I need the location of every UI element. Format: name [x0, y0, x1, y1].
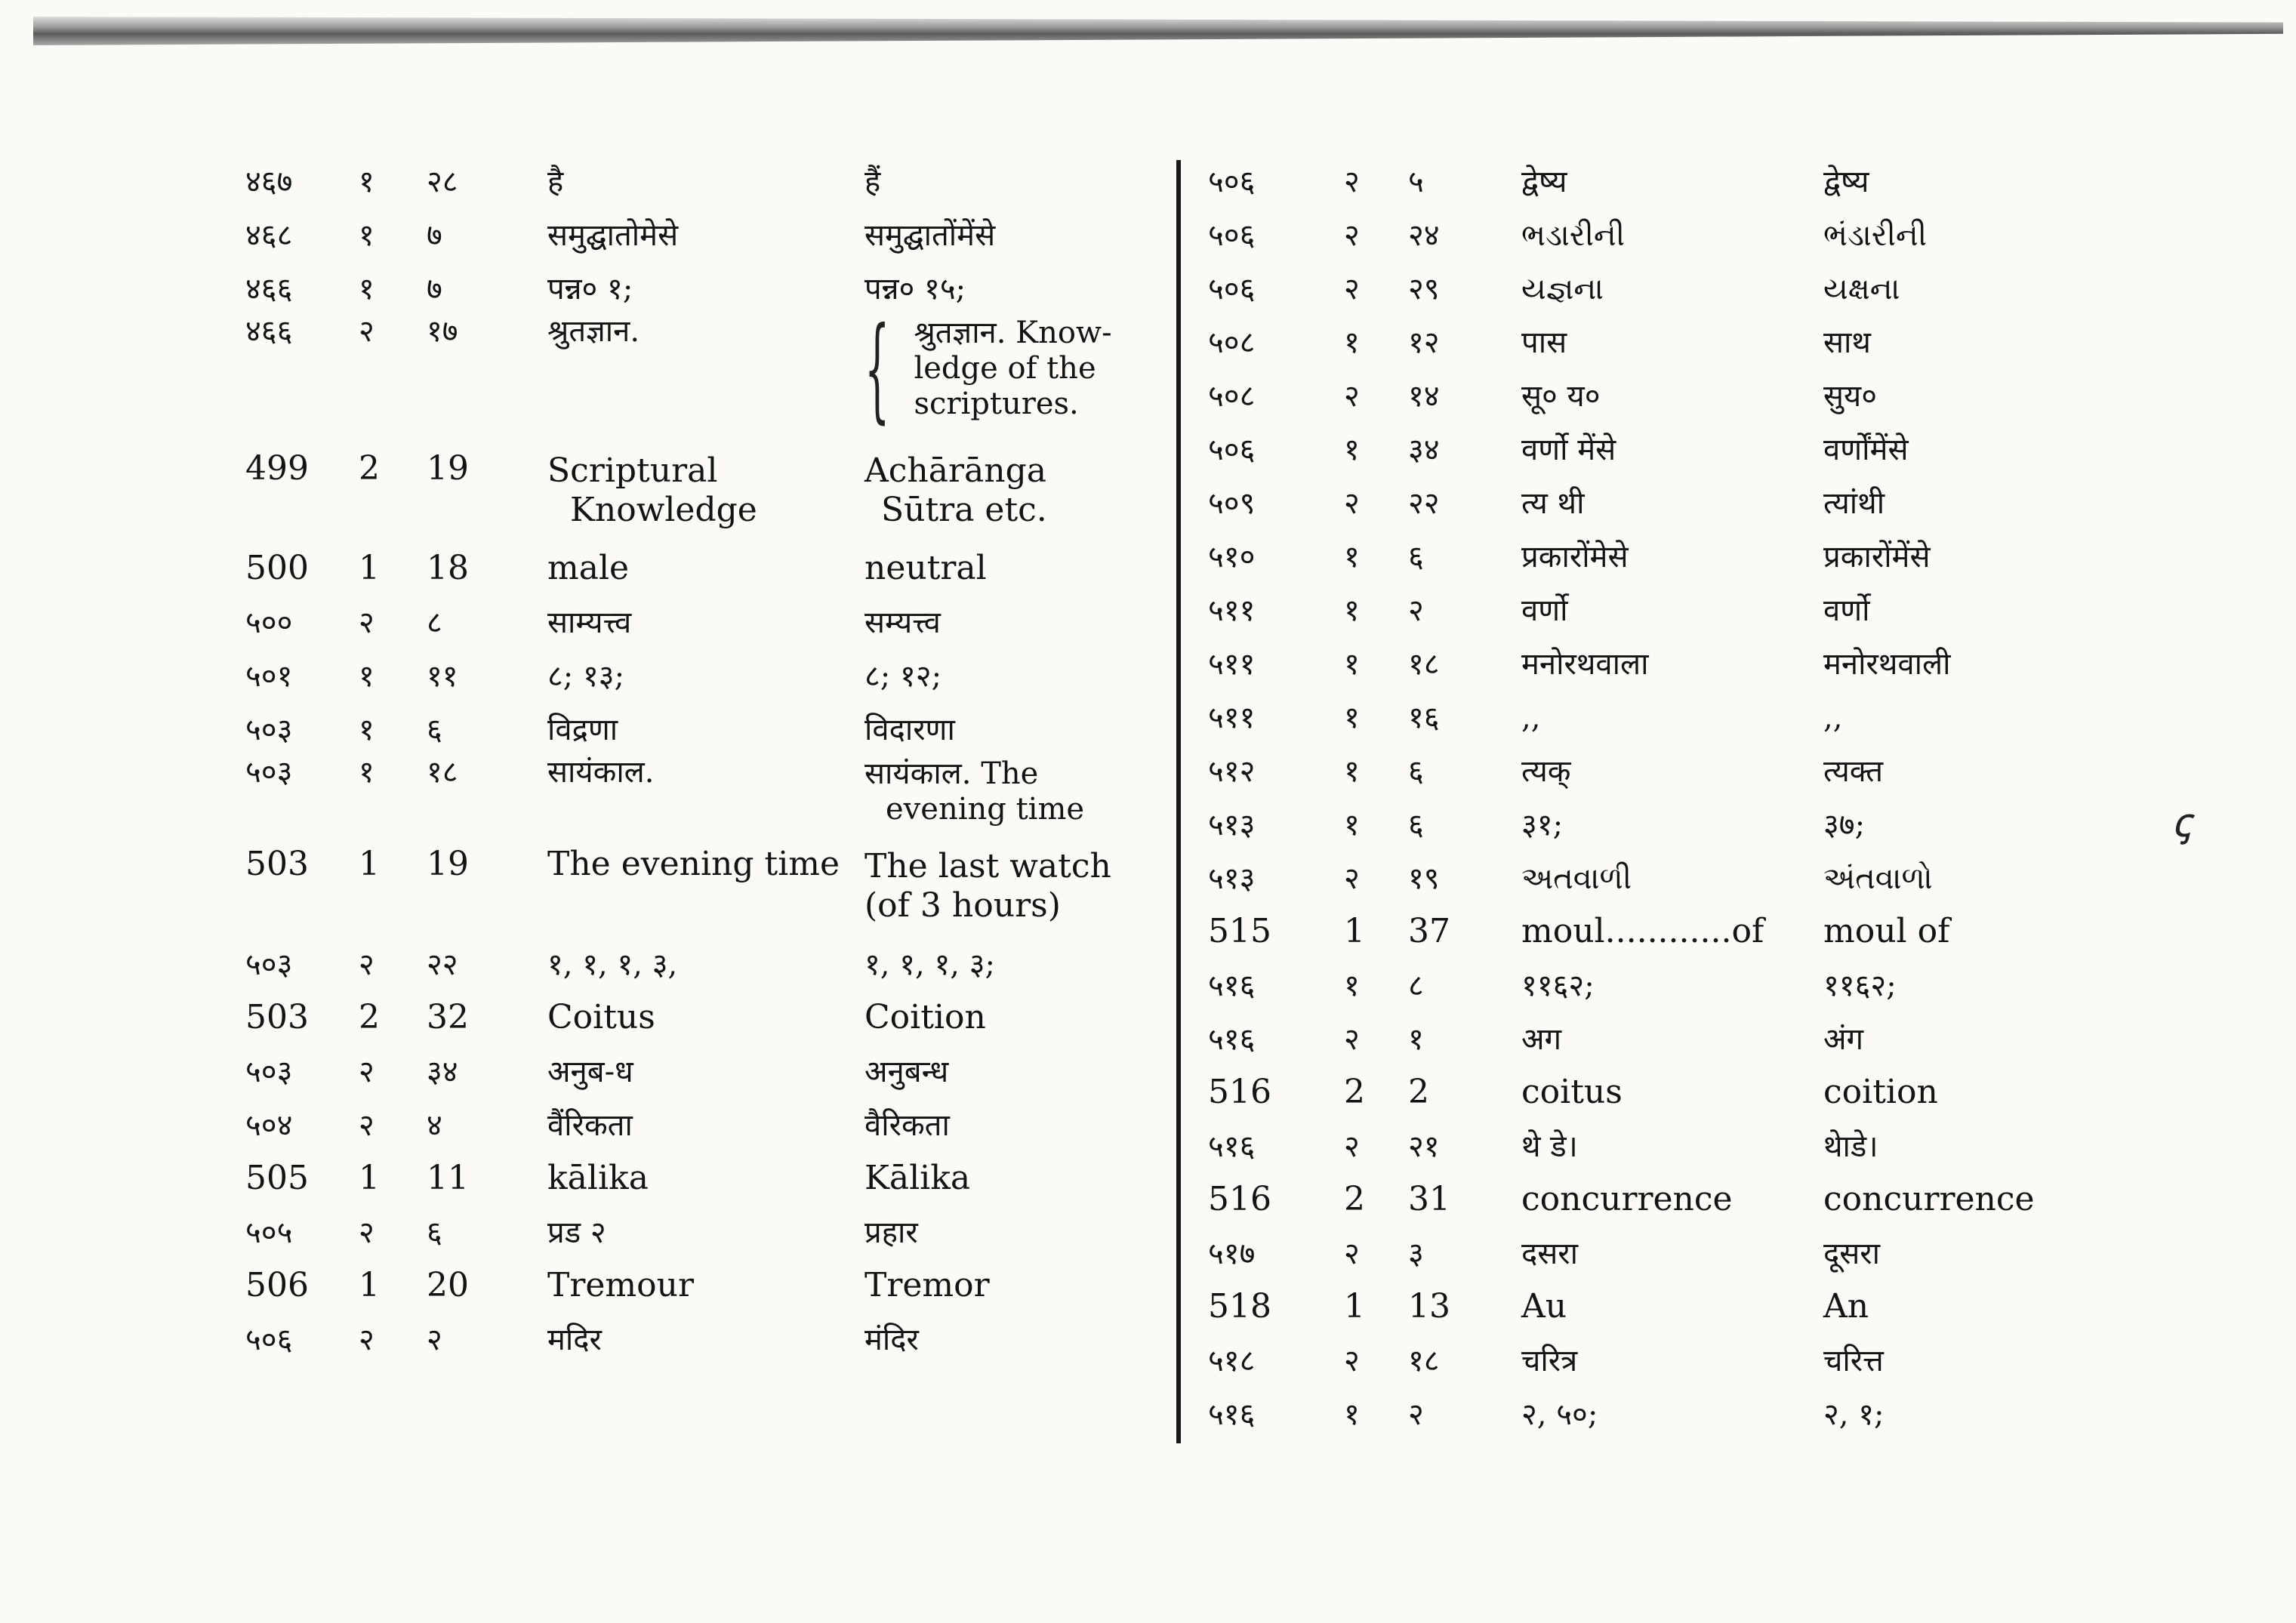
page-cell: 503	[245, 998, 309, 1037]
line-cell: 32	[427, 998, 469, 1037]
page-cell: 505	[245, 1159, 309, 1198]
correction-cell: अंग	[1823, 1021, 1864, 1057]
error-cell: १, १, १, ३,	[547, 947, 678, 982]
column-cell: 2	[1344, 1073, 1365, 1112]
errata-table-right	[1208, 155, 2073, 1441]
correction-line: ledge of the	[914, 351, 1096, 387]
column-cell: १	[1344, 700, 1360, 735]
errata-row	[245, 649, 1182, 703]
error-cell: पन्न० १;	[547, 271, 633, 306]
line-cell: ७	[427, 271, 442, 306]
errata-row	[245, 262, 1182, 316]
line-cell: ३४	[1408, 432, 1440, 467]
column-cell: १	[359, 712, 374, 747]
correction-line: Sūtra etc.	[881, 490, 1047, 529]
column-cell: १	[359, 217, 374, 253]
page-cell: 516	[1208, 1073, 1271, 1112]
error-cell: kālika	[547, 1159, 649, 1198]
line-cell: १८	[427, 755, 458, 790]
brace-mark: {	[864, 303, 890, 435]
errata-row	[1208, 905, 2073, 959]
page-cell: ५०९	[1208, 485, 1256, 521]
errata-left-body	[245, 155, 1182, 1366]
errata-row	[1208, 584, 2073, 637]
page-cell: ५११	[1208, 593, 1256, 628]
line-cell: ६	[1408, 539, 1424, 574]
page-cell: ५०६	[1208, 271, 1256, 306]
correction-cell: Tremor	[864, 1266, 990, 1305]
page-cell: 506	[245, 1266, 309, 1305]
error-cell: है	[547, 164, 564, 199]
column-cell: १	[359, 164, 374, 199]
page-cell: ५०६	[1208, 164, 1256, 199]
error-cell: विद्रणा	[547, 712, 618, 747]
line-cell: २२	[427, 947, 458, 982]
line-cell: 37	[1408, 912, 1450, 951]
error-cell: ८; १३;	[547, 658, 625, 694]
error-cell: moul............of	[1521, 912, 1764, 951]
errata-row	[245, 703, 1182, 756]
errata-row	[1208, 852, 2073, 905]
page-cell: ५०३	[245, 712, 293, 747]
column-cell: १	[359, 271, 374, 306]
line-cell: 11	[427, 1159, 469, 1198]
page-cell: ५११	[1208, 700, 1256, 735]
line-cell: १७	[427, 314, 458, 349]
errata-row	[245, 542, 1182, 596]
correction-cell: ८; १२;	[864, 658, 942, 694]
page-cell: 515	[1208, 912, 1271, 951]
error-cell: पास	[1521, 325, 1567, 360]
correction-cell: दूसरा	[1823, 1236, 1880, 1271]
errata-row	[1208, 1387, 2073, 1441]
error-cell: concurrence	[1521, 1180, 1733, 1219]
error-cell: male	[547, 549, 630, 588]
column-cell: १	[1344, 753, 1360, 789]
errata-row	[1208, 530, 2073, 584]
line-cell: १८	[1408, 646, 1440, 682]
line-cell: २८	[427, 164, 458, 199]
errata-row	[245, 938, 1182, 991]
correction-cell: साथ	[1823, 325, 1871, 360]
line-cell: २९	[1408, 271, 1440, 306]
page-cell: 516	[1208, 1180, 1271, 1219]
errata-row	[245, 756, 1182, 847]
errata-row	[245, 596, 1182, 649]
error-cell: प्रकारोंमेसे	[1521, 539, 1629, 574]
errata-row	[245, 991, 1182, 1045]
errata-row	[245, 847, 1182, 938]
page-cell: ५०५	[245, 1215, 293, 1250]
error-cell: समुद्घातोमेसे	[547, 217, 679, 253]
column-cell: १	[1344, 432, 1360, 467]
correction-cell: Kālika	[864, 1159, 971, 1198]
page-cell: ५०६	[1208, 217, 1256, 253]
correction-cell: અંતવાળો	[1823, 861, 1933, 896]
column-cell: २	[359, 1054, 374, 1089]
correction-cell: हैं	[864, 164, 881, 199]
column-cell: २	[1344, 378, 1360, 414]
column-cell: 1	[359, 549, 380, 588]
errata-row	[245, 155, 1182, 208]
errata-row	[1208, 423, 2073, 476]
errata-row	[1208, 1012, 2073, 1066]
line-cell: २२	[1408, 485, 1440, 521]
correction-line: evening time	[886, 792, 1085, 827]
correction-cell: neutral	[864, 549, 987, 588]
page-cell: ५०१	[245, 658, 293, 694]
errata-row	[245, 1045, 1182, 1098]
page-cell: ५१६	[1208, 1021, 1256, 1057]
errata-row	[245, 1152, 1182, 1206]
errata-row	[1208, 1334, 2073, 1387]
line-cell: ६	[1408, 807, 1424, 842]
page-cell: ४६८	[245, 217, 293, 253]
error-cell: सायंकाल.	[547, 755, 655, 790]
correction-cell: त्यांथी	[1823, 485, 1885, 521]
line-cell: ८	[1408, 968, 1424, 1003]
errata-row	[1208, 476, 2073, 530]
page-cell: ४६६	[245, 314, 293, 349]
correction-cell: coition	[1823, 1073, 1938, 1112]
error-cell: अनुब-ध	[547, 1054, 633, 1089]
line-cell: १४	[1408, 378, 1440, 414]
error-cell: २, ५०;	[1521, 1397, 1598, 1432]
correction-cell: थेाडे।	[1823, 1129, 1878, 1164]
correction-cell: त्यक्त	[1823, 753, 1884, 789]
correction-cell: ભંડારીની	[1823, 217, 1928, 253]
errata-row	[1208, 369, 2073, 423]
column-cell: 2	[359, 998, 380, 1037]
error-cell: ,,	[1521, 700, 1541, 735]
errata-row	[1208, 155, 2073, 208]
error-cell: वैंरिकता	[547, 1107, 633, 1143]
line-cell: ३	[1408, 1236, 1424, 1271]
error-cell: श्रुतज्ञान.	[547, 314, 640, 349]
error-line: Knowledge	[570, 490, 757, 529]
correction-cell: Coition	[864, 998, 986, 1037]
errata-row	[245, 208, 1182, 262]
column-cell: २	[1344, 1021, 1360, 1057]
errata-row	[1208, 1227, 2073, 1280]
errata-row	[245, 1098, 1182, 1152]
correction-cell: યક્ષના	[1823, 271, 1900, 306]
correction-cell: समुद्घातोंमेंसे	[864, 217, 996, 253]
page-cell: ५१६	[1208, 1397, 1256, 1432]
line-cell: ६	[427, 1215, 442, 1250]
line-cell: 2	[1408, 1073, 1429, 1112]
page-cell: ५१३	[1208, 807, 1256, 842]
page-cell: ५१७	[1208, 1236, 1256, 1271]
correction-cell: मनोरथवाली	[1823, 646, 1951, 682]
errata-row	[245, 1206, 1182, 1259]
correction-cell: १, १, १, ३;	[864, 947, 995, 982]
column-cell: १	[1344, 807, 1360, 842]
correction-line: (of 3 hours)	[864, 885, 1061, 925]
error-cell: सू० य०	[1521, 378, 1601, 414]
errata-row	[1208, 798, 2073, 852]
error-line: Scriptural	[547, 451, 718, 490]
error-cell: त्यक्	[1521, 753, 1571, 789]
correction-cell: moul of	[1823, 912, 1950, 951]
correction-cell: चरित्त	[1823, 1343, 1884, 1378]
column-cell: २	[1344, 271, 1360, 306]
line-cell: २	[1408, 1397, 1424, 1432]
page-cell: ५१६	[1208, 968, 1256, 1003]
error-cell: The evening time	[547, 845, 840, 883]
errata-row	[245, 316, 1182, 451]
correction-cell: An	[1823, 1287, 1869, 1326]
column-cell: १	[1344, 593, 1360, 628]
correction-cell: वैरिकता	[864, 1107, 950, 1143]
line-cell: 31	[1408, 1180, 1450, 1219]
error-cell: ભડારીની	[1521, 217, 1626, 253]
line-cell: 19	[427, 449, 469, 488]
errata-row	[1208, 959, 2073, 1012]
errata-row	[1208, 262, 2073, 316]
correction-cell: प्रहार	[864, 1215, 918, 1250]
column-cell: २	[359, 1322, 374, 1357]
page-cell: ५१३	[1208, 861, 1256, 896]
page-cell: 503	[245, 845, 309, 883]
column-cell: २	[359, 605, 374, 640]
line-cell: २	[427, 1322, 442, 1357]
line-cell: ११	[427, 658, 458, 694]
error-cell	[547, 451, 864, 542]
error-cell: Tremour	[547, 1266, 695, 1305]
page-cell: ५०६	[1208, 432, 1256, 467]
column-cell: २	[359, 947, 374, 982]
errata-row	[245, 1259, 1182, 1313]
errata-row	[1208, 1280, 2073, 1334]
line-cell: 19	[427, 845, 469, 883]
error-cell: चरित्र	[1521, 1343, 1578, 1378]
page-cell: ५१८	[1208, 1343, 1256, 1378]
correction-cell: ,,	[1823, 700, 1843, 735]
page-cell: ५०८	[1208, 325, 1256, 360]
column-cell: 2	[359, 449, 380, 488]
errata-right-body	[1208, 155, 2073, 1441]
column-cell: १	[1344, 646, 1360, 682]
column-cell: 1	[1344, 912, 1365, 951]
page-cell: ५०६	[245, 1322, 293, 1357]
error-cell: Coitus	[547, 998, 655, 1037]
page-cell: ५०८	[1208, 378, 1256, 414]
error-cell: द्वेष्य	[1521, 164, 1567, 199]
column-cell: 1	[1344, 1287, 1365, 1326]
column-cell: २	[359, 1215, 374, 1250]
error-cell: ३१;	[1521, 807, 1564, 842]
column-cell: १	[1344, 539, 1360, 574]
column-cell: १	[1344, 968, 1360, 1003]
column-cell: 1	[359, 845, 380, 883]
page-cell: ४६६	[245, 271, 293, 306]
error-cell: યજ્ઞના	[1521, 271, 1604, 306]
line-cell: २	[1408, 593, 1424, 628]
correction-cell: अनुबन्ध	[864, 1054, 949, 1089]
correction-cell	[864, 756, 1182, 847]
line-cell: ६	[1408, 753, 1424, 789]
correction-cell: ११६२;	[1823, 968, 1897, 1003]
error-cell: त्य थी	[1521, 485, 1585, 521]
column-cell: २	[1344, 1343, 1360, 1378]
column-cell: २	[1344, 1236, 1360, 1271]
error-cell: दसरा	[1521, 1236, 1578, 1271]
errata-row	[1208, 208, 2073, 262]
column-cell: १	[359, 755, 374, 790]
line-cell: 20	[427, 1266, 469, 1305]
errata-table-left	[245, 155, 1182, 1366]
line-cell: १२	[1408, 325, 1440, 360]
column-cell: २	[1344, 164, 1360, 199]
error-cell: coitus	[1521, 1073, 1623, 1112]
error-cell: वर्णो	[1521, 593, 1568, 628]
page-cell: ५१६	[1208, 1129, 1256, 1164]
line-cell: ८	[427, 605, 442, 640]
page-cell: ५०३	[245, 1054, 293, 1089]
column-cell: २	[1344, 217, 1360, 253]
error-cell: अग	[1521, 1021, 1562, 1057]
correction-cell: वर्णो	[1823, 593, 1870, 628]
correction-cell: ३७;	[1823, 807, 1866, 842]
column-cell: १	[1344, 1397, 1360, 1432]
column-cell: २	[1344, 1129, 1360, 1164]
column-cell: २	[359, 1107, 374, 1143]
column-cell: १	[359, 658, 374, 694]
column-cell: २	[359, 314, 374, 349]
correction-cell: concurrence	[1823, 1180, 2035, 1219]
page-cell: ५१२	[1208, 753, 1256, 789]
correction-cell: सुय०	[1823, 378, 1878, 414]
correction-cell	[864, 847, 1182, 938]
column-cell: 2	[1344, 1180, 1365, 1219]
error-cell: वर्णो मेंसे	[1521, 432, 1616, 467]
errata-row	[245, 1313, 1182, 1366]
correction-cell: पन्न० १५;	[864, 271, 966, 306]
page-cell: ५०४	[245, 1107, 293, 1143]
errata-row	[1208, 1119, 2073, 1173]
correction-cell: २, १;	[1823, 1397, 1885, 1432]
correction-cell: मंदिर	[864, 1322, 919, 1357]
error-cell: मदिर	[547, 1322, 602, 1357]
column-cell: 1	[359, 1159, 380, 1198]
page-cell: 500	[245, 549, 309, 588]
margin-annotation: ꞔ	[2171, 799, 2191, 846]
page-cell: ५०३	[245, 947, 293, 982]
error-cell: थे डे।	[1521, 1129, 1578, 1164]
line-cell: १६	[1408, 700, 1440, 735]
column-cell: १	[1344, 325, 1360, 360]
column-cell: २	[1344, 861, 1360, 896]
page-cell: 499	[245, 449, 309, 488]
correction-line: scriptures.	[914, 387, 1079, 422]
line-cell: १८	[1408, 1343, 1440, 1378]
correction-cell	[864, 303, 1182, 451]
correction-cell	[864, 451, 1182, 542]
line-cell: ४	[427, 1107, 442, 1143]
error-cell: અતવાળી	[1521, 861, 1632, 896]
error-cell: ११६२;	[1521, 968, 1595, 1003]
correction-cell: विदारणा	[864, 712, 955, 747]
line-cell: २४	[1408, 217, 1440, 253]
errata-row	[1208, 637, 2073, 691]
page-cell: ५०३	[245, 755, 293, 790]
errata-row	[245, 451, 1182, 542]
errata-row	[1208, 1173, 2073, 1227]
correction-line: सायंकाल. The	[864, 756, 1039, 791]
line-cell: ६	[427, 712, 442, 747]
page-cell: ५१०	[1208, 539, 1256, 574]
line-cell: १९	[1408, 861, 1440, 896]
correction-cell: द्वेष्य	[1823, 164, 1869, 199]
page-cell: ४६७	[245, 164, 293, 199]
line-cell: ५	[1408, 164, 1424, 199]
line-cell: 18	[427, 549, 469, 588]
errata-row	[1208, 691, 2073, 744]
correction-cell: वर्णोंमेंसे	[1823, 432, 1909, 467]
errata-row	[1208, 316, 2073, 369]
line-cell: ३४	[427, 1054, 458, 1089]
error-cell: साम्यत्त्व	[547, 605, 632, 640]
line-cell: १	[1408, 1021, 1424, 1057]
correction-line: The last watch	[864, 847, 1111, 885]
page-cell: ५११	[1208, 646, 1256, 682]
line-cell: 13	[1408, 1287, 1450, 1326]
error-cell: Au	[1521, 1287, 1567, 1326]
correction-line: श्रुतज्ञान. Know-	[914, 316, 1112, 350]
scan-edge-band	[33, 17, 2283, 45]
errata-row	[1208, 1066, 2073, 1119]
column-cell: 1	[359, 1266, 380, 1305]
errata-row	[1208, 744, 2073, 798]
page-cell: 518	[1208, 1287, 1271, 1326]
correction-cell: सम्यत्त्व	[864, 605, 941, 640]
correction-cell: प्रकारोंमेंसे	[1823, 539, 1931, 574]
error-cell: मनोरथवाला	[1521, 646, 1649, 682]
line-cell: २१	[1408, 1129, 1440, 1164]
error-cell: प्रड २	[547, 1215, 606, 1250]
correction-line: Achārānga	[864, 451, 1046, 490]
line-cell: ७	[427, 217, 442, 253]
page-cell: ५००	[245, 605, 293, 640]
column-cell: २	[1344, 485, 1360, 521]
